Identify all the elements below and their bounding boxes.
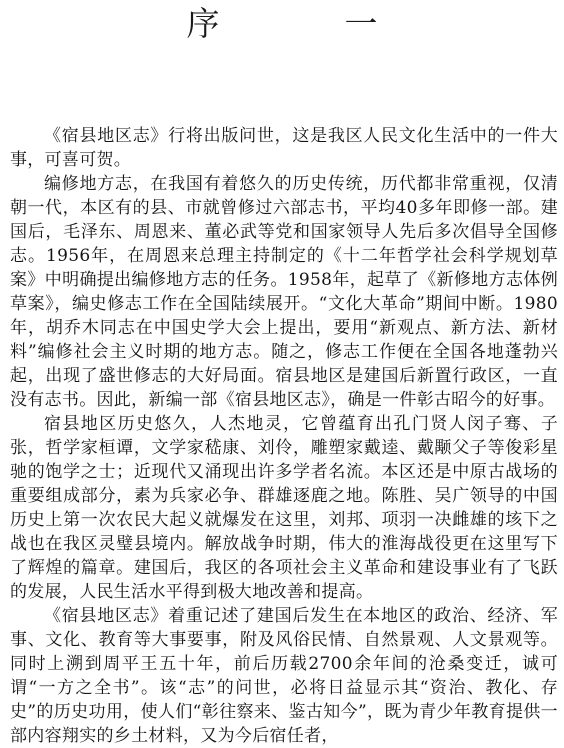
paragraph-4: 《宿县地区志》着重记述了建国后发生在本地区的政治、经济、军事、文化、教育等大事要事，附及风俗民情、自然景观、人文景观等。同时上溯到周平王五十年，前后历载2700余年间的沧桑变迁，诚可谓“一方之全书”。该“志”的问世，必将日益显示其“资治、教化、存史”的历史功用，使人们“彰往察来、鉴古知今”，既为青少年教育提供一部内容翔实的乡土材料，又为今后宿任者， xyxy=(10,606,558,746)
paragraph-2: 编修地方志，在我国有着悠久的历史传统，历代都非常重视，仅清朝一代，本区有的县、市就曾修过六部志书，平均40多年即修一部。建国后，毛泽东、周恩来、董必武等党和国家领导人先后多次倡导全国修志。1956年，在周恩来总理主持制定的《十二年哲学社会科学规划草案》中明确提出编修地方志的任务。1958年，起草了《新修地方志体例草案》，编史修志工作在全国陆续展开。“文化大革命”期间中断。1980年，胡乔木同志在中国史学大会上提出，要用“新观点、新方法、新材料”编修社会主义时期的地方志。随之，修志工作便在全国各地蓬勃兴起，出现了盛世修志的大好局面。宿县地区是建国后新置行政区，一直没有志书。因此，新编一部《宿县地区志》，确是一件彰古昭今的好事。 xyxy=(10,174,558,410)
paragraph-3: 宿县地区历史悠久，人杰地灵，它曾蕴育出孔门贤人闵子骞、子张，哲学家桓谭，文学家嵇康、刘伶，雕塑家戴逵、戴颙父子等俊彩星驰的饱学之士；近现代又涌现出许多学者名流。本区还是中原古战场的重要组成部分，素为兵家必争、群雄逐鹿之地。陈胜、吴广领导的中国历史上第一次农民大起义就爆发在这里，刘邦、项羽一决雌雄的垓下之战也在我区灵璧县境内。解放战争时期，伟大的淮海战役更在这里写下了辉煌的篇章。建国后，我区的各项社会主义革命和建设事业有了飞跃的发展，人民生活水平得到极大地改善和提高。 xyxy=(10,414,558,602)
paragraph-1: 《宿县地区志》行将出版问世，这是我区人民文化生活中的一件大事，可喜可贺。 xyxy=(10,126,558,170)
page-title: 序 一 xyxy=(186,4,424,43)
body-text xyxy=(10,124,558,748)
